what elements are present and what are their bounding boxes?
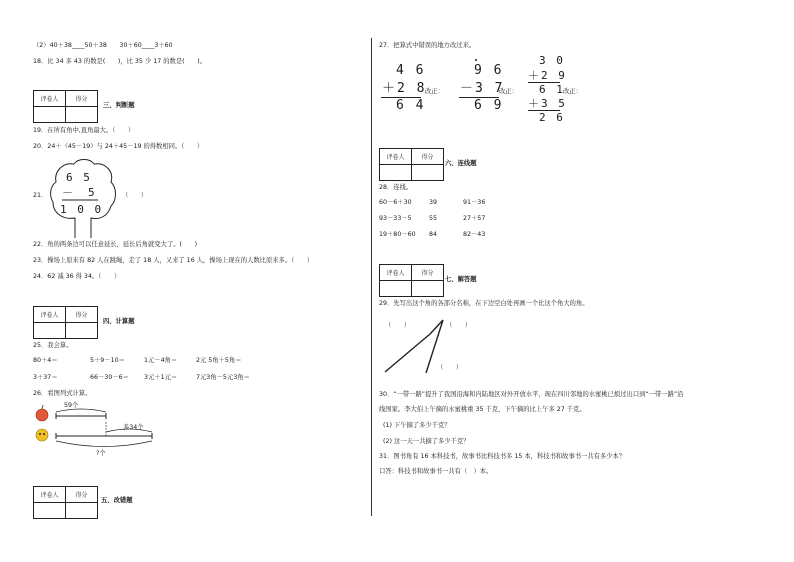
match-number: 55: [429, 215, 438, 222]
question-30-sub1: (1) 下午摘了多少千克？: [383, 422, 451, 429]
question-21-blank: （ ）: [122, 192, 148, 199]
section-4-title: 四、计算题: [103, 318, 135, 325]
angle-blank-2: （ ）: [446, 322, 472, 329]
grader-label: 评卷人: [380, 265, 412, 281]
match-expr: 82－43: [463, 231, 486, 238]
question-23: 23．操场上原来有 82 人在跳绳，走了 18 人，又来了 16 人，操场上现在的人数比原来多。（ ）: [33, 257, 314, 264]
match-number: 84: [429, 231, 438, 238]
calc-cell: 2元 5角＋5角＝: [196, 357, 242, 364]
compare-line-2: （2）40＋38____50＋38 30＋60____3＋60: [33, 42, 173, 49]
question-22: 22．角的两条边可以任意延长，延长后角就变大了。( ): [33, 241, 198, 248]
grader-label: 评卷人: [34, 91, 66, 107]
vertical-1-top: 4 6: [396, 63, 426, 78]
question-20: 20．24＋（45－19）与 24＋45－19 的得数相同。（ ）: [33, 143, 204, 150]
score-label: 得分: [66, 487, 98, 503]
error-dot: [475, 59, 477, 61]
tree-top-number: 6 5: [66, 171, 92, 184]
vertical-3-c: 6 1: [539, 83, 565, 96]
question-27: 27．把算式中错误的地方改过来。: [379, 42, 476, 49]
score-box: [33, 90, 98, 123]
question-19: 19．在所有角中,直角最大。（ ）: [33, 127, 135, 134]
calc-cell: 1元－4角＝: [144, 357, 178, 364]
match-expr: 93－33－5: [379, 215, 412, 222]
vertical-3-e: 2 6: [539, 111, 565, 124]
vertical-1-mid: ＋2 8: [382, 81, 427, 96]
correct-label: 改正：: [425, 88, 444, 95]
question-28: 28．连线。: [379, 184, 413, 191]
score-label: 得分: [412, 149, 444, 165]
score-label: 得分: [66, 91, 98, 107]
vertical-3-a: 3 0: [539, 54, 565, 67]
grader-label: 评卷人: [34, 307, 66, 323]
angle-blank-1: （ ）: [385, 322, 411, 329]
column-divider: [371, 38, 372, 516]
vertical-2-result: 6 9: [474, 98, 504, 113]
score-box: [33, 486, 98, 519]
calc-cell: 3元＋1元＝: [144, 374, 178, 381]
vertical-1-result: 6 4: [396, 98, 426, 113]
tree-bottom-number: 1 0 0: [60, 203, 104, 216]
section-6-title: 六、连线题: [445, 160, 477, 167]
calc-cell: 66－30－6＝: [90, 374, 129, 381]
match-expr: 60－6＋30: [379, 199, 412, 206]
match-number: 39: [429, 199, 438, 206]
tree-mid-number: － 5: [62, 186, 97, 199]
calc-cell: 3＋37＝: [33, 374, 58, 381]
question-21-label: 21．: [33, 192, 48, 199]
question-24: 24．62 减 36 得 34。（ ）: [33, 273, 121, 280]
question-25: 25．我会算。: [33, 342, 73, 349]
section-3-title: 三、判断题: [103, 102, 135, 109]
bar-label-59: 59个: [64, 402, 79, 409]
score-label: 得分: [66, 307, 98, 323]
score-box: [33, 306, 98, 339]
question-29: 29．先写出这个角的各部分名称，在下边空白处再画一个比这个角大的角。: [379, 300, 589, 307]
score-box: [379, 264, 444, 297]
angle-blank-3: （ ）: [437, 364, 463, 371]
question-30-line1: 30．“一带一路”提升了我国沿海和内陆地区对外开放水平，现在四川邻地的水蜜桃已烦过出口到“一带一路”沿: [379, 391, 684, 398]
vertical-2-mid: －3 7: [460, 81, 505, 96]
match-expr: 19＋80－60: [379, 231, 416, 238]
vertical-3-b: ＋2 9: [528, 69, 567, 82]
match-expr: 27＋57: [463, 215, 486, 222]
match-expr: 91－36: [463, 199, 486, 206]
calc-cell: 5＋9－10＝: [90, 357, 125, 364]
calc-cell: 80＋4＝: [33, 357, 58, 364]
bar-label-34: 多34个: [123, 424, 144, 431]
calc-cell: 7元3角－5元3角＝: [196, 374, 250, 381]
section-5-title: 五、改错题: [101, 497, 133, 504]
question-31: 31．图书角有 16 本科技书，故事书比科技书多 15 本，科技书和故事书一共有多少本？: [379, 453, 626, 460]
grader-label: 评卷人: [380, 149, 412, 165]
vertical-3-d: ＋3 5: [528, 97, 567, 110]
correct-label: 改正：: [563, 88, 582, 95]
question-31-answer: 口答：科技书和故事书一共有（ ）本。: [379, 468, 493, 475]
score-box: [379, 148, 444, 181]
question-30-line2: 线国家。李大伯上午摘的水蜜桃重 35 千克，下午摘的比上午多 27 千克。: [379, 406, 586, 413]
vertical-2-top: 9 6: [474, 63, 504, 78]
correct-label: 改正：: [499, 88, 518, 95]
bar-label-unknown: ?个: [96, 450, 106, 457]
question-30-sub2: (2) 这一天一共摘了多少千克？: [383, 438, 470, 445]
score-label: 得分: [412, 265, 444, 281]
grader-label: 评卷人: [34, 487, 66, 503]
question-18: 18．比 34 多 43 的数是( )，比 35 少 17 的数是( )。: [33, 58, 206, 65]
section-7-title: 七、解答题: [445, 276, 477, 283]
question-26: 26．看图列式计算。: [33, 390, 92, 397]
